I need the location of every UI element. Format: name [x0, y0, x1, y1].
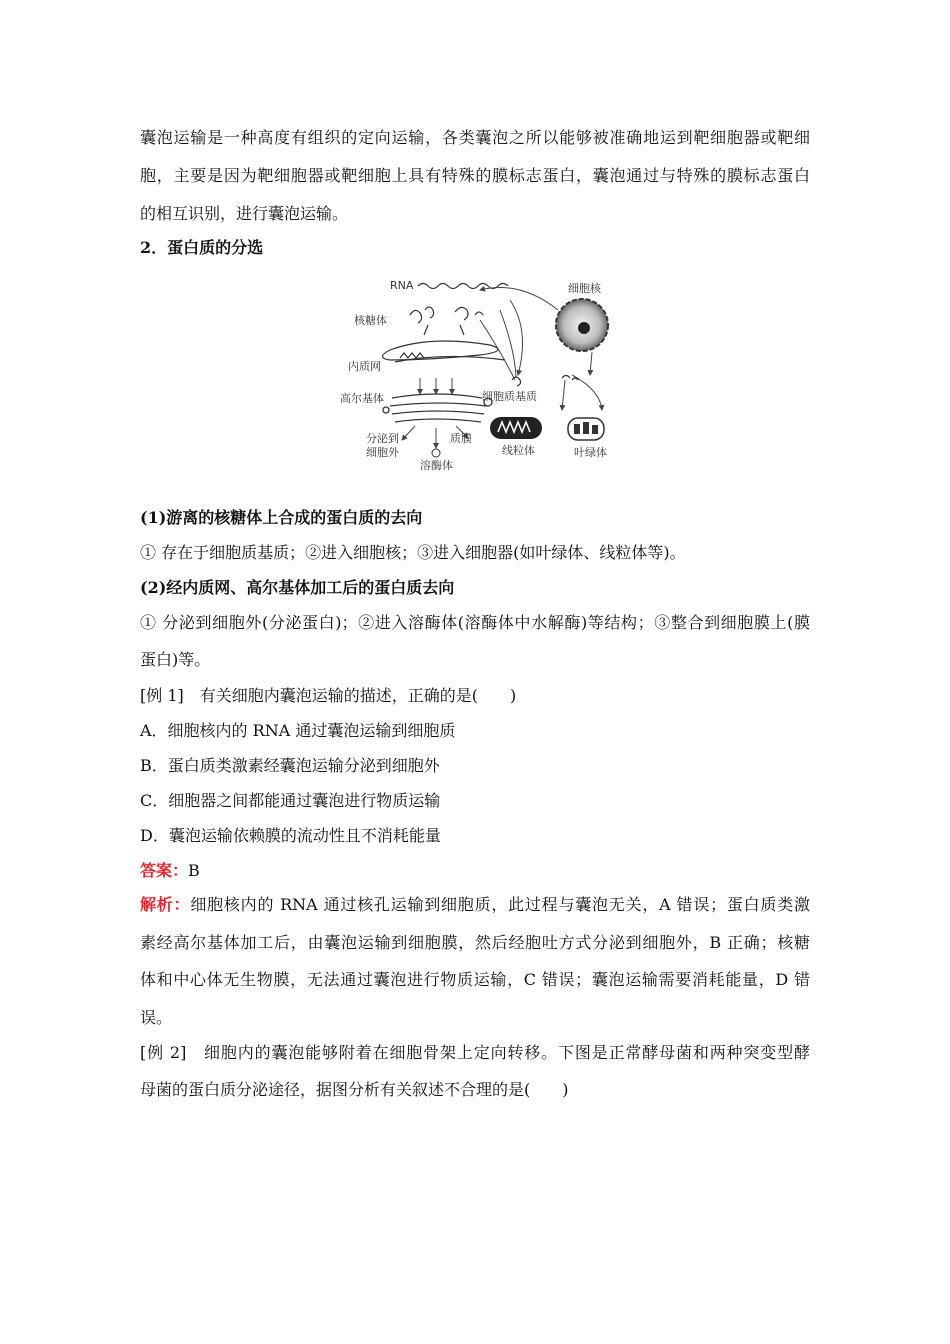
analysis-line-1: [140, 895, 810, 915]
protein-sorting-diagram: [340, 270, 630, 475]
intro-line-2: 胞，主要是因为靶细胞器或靶细胞上具有特殊的膜标志蛋白，囊泡通过与特殊的膜标志蛋白: [140, 166, 810, 185]
label-rna: RNA: [390, 279, 414, 292]
label-golgi: 高尔基体: [340, 392, 384, 405]
label-membrane: 质膜: [450, 432, 472, 445]
analysis-line-2: 素经高尔基体加工后，由囊泡运输到细胞膜，然后经胞吐方式分泌到细胞外，B 正确；核糖: [140, 933, 810, 952]
part2-heading: (2)经内质网、高尔基体加工后的蛋白质去向: [140, 578, 455, 597]
analysis-label: 解析：: [140, 895, 191, 914]
example1-option-d: D．囊泡运输依赖膜的流动性且不消耗能量: [140, 826, 441, 845]
intro-line-3: 的相互识别，进行囊泡运输。: [140, 204, 349, 223]
label-cytoplasm-matrix: 细胞质基质: [482, 390, 537, 403]
part1-text: ① 存在于细胞质基质；②进入细胞核；③进入细胞器(如叶绿体、线粒体等)。: [140, 543, 686, 562]
example1-option-c: C．细胞器之间都能通过囊泡进行物质运输: [140, 791, 441, 810]
cytoplasm-protein-marks: [512, 376, 578, 387]
endoplasmic-reticulum: [383, 341, 506, 362]
example1-answer: [140, 861, 810, 881]
part2-text-1: ① 分泌到细胞外(分泌蛋白)；②进入溶酶体(溶酶体中水解酶)等结构；③整合到细胞膜上(膜: [140, 613, 810, 632]
example2-line-1: [例 2] 细胞内的囊泡能够附着在细胞骨架上定向转移。下图是正常酵母菌和两种突变型酵: [140, 1043, 810, 1062]
analysis-line-4: 误。: [140, 1008, 173, 1027]
free-ribosomes: [410, 307, 483, 335]
chloroplast-shape: [568, 418, 604, 440]
mitochondrion-shape: [490, 417, 542, 439]
analysis-line-3: 体和中心体无生物膜，无法通过囊泡进行物质运输，C 错误；囊泡运输需要消耗能量，D 错: [140, 970, 810, 989]
label-chloroplast: 叶绿体: [574, 446, 607, 459]
label-er: 内质网: [348, 360, 381, 373]
label-mitochondria: 线粒体: [502, 444, 535, 457]
example1-option-b: B．蛋白质类激素经囊泡运输分泌到细胞外: [140, 756, 440, 775]
example2-line-2: 母菌的蛋白质分泌途径，据图分析有关叙述不合理的是( ): [140, 1080, 569, 1099]
golgi-apparatus: [383, 394, 492, 422]
label-nucleus: 细胞核: [568, 282, 601, 295]
intro-line-1: 囊泡运输是一种高度有组织的定向运输，各类囊泡之所以能够被准确地运到靶细胞器或靶细: [140, 128, 810, 147]
label-lysosome: 溶酶体: [420, 459, 453, 472]
section-heading: 2．蛋白质的分选: [140, 238, 264, 257]
label-secrete-1: 分泌到: [366, 432, 399, 445]
analysis-text-1: 细胞核内的 RNA 通过核孔运输到细胞质，此过程与囊泡无关，A 错误；蛋白质类激: [190, 895, 810, 914]
label-secrete-2: 细胞外: [366, 446, 399, 459]
answer-label: 答案：: [140, 861, 189, 880]
answer-value: B: [188, 861, 200, 880]
part1-heading: (1)游离的核糖体上合成的蛋白质的去向: [140, 508, 423, 527]
example1-option-a: A．细胞核内的 RNA 通过囊泡运输到细胞质: [140, 721, 456, 740]
example1-stem: [例 1] 有关细胞内囊泡运输的描述，正确的是( ): [140, 686, 517, 705]
part2-text-2: 蛋白)等。: [140, 650, 211, 669]
label-ribosome: 核糖体: [354, 314, 387, 327]
